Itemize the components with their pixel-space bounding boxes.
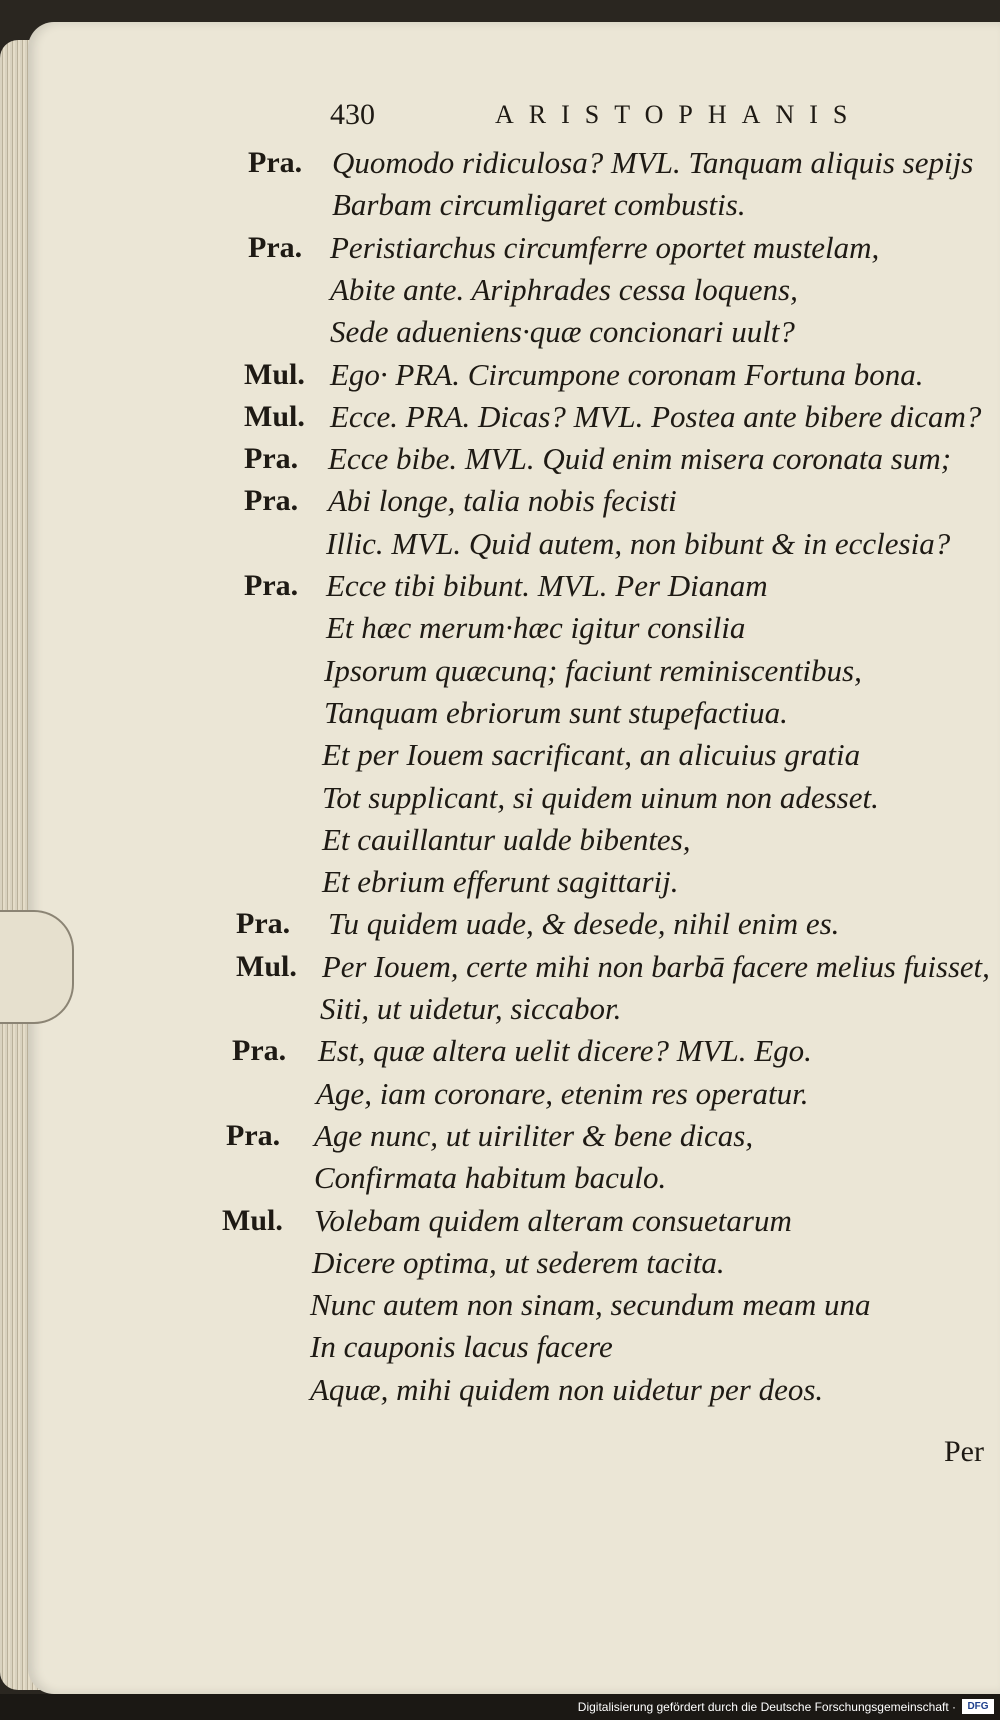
verse-text: Siti, ut uidetur, siccabor.: [320, 991, 622, 1026]
verse-text: Ego· PRA. Circumpone coronam Fortuna bona.: [330, 356, 924, 392]
speaker-label: Pra.: [232, 1034, 287, 1068]
speaker-label: Pra.: [244, 484, 299, 518]
verse-text: Sede aduenіens·quæ concionari uult?: [330, 314, 795, 350]
verse-line: [0, 817, 1000, 863]
dfg-logo: DFG: [962, 1699, 994, 1714]
speaker-label: Mul.: [244, 399, 305, 433]
verse-text: Est, quæ altera uelit dicere? MVL. Ego.: [318, 1033, 812, 1069]
verse-line: [0, 1113, 1000, 1159]
verse-line: [0, 901, 1000, 947]
verse-text: Ipsorum quæcunq; faciunt reminiscentibus,: [324, 652, 862, 688]
verse-text: Peristiarchus circumferre oportet mustelam,: [330, 229, 880, 265]
verse-text: Et hæc merum·hæc igitur consilia: [326, 610, 746, 646]
verse-text: Et ebrium efferunt sagittarij.: [322, 864, 679, 900]
verse-text: Illic. MVL. Quid autem, non bibunt & in ecclesia?: [326, 525, 951, 561]
verse-text: In cauponis lacus facere: [310, 1329, 613, 1365]
speaker-label: Pra.: [244, 442, 299, 476]
verse-line: [0, 1071, 1000, 1117]
speaker-label: Pra.: [226, 1118, 281, 1152]
verse-line: [0, 986, 1000, 1032]
verse-line: [0, 394, 1000, 440]
verse-line: [0, 859, 1000, 905]
verse-line: [0, 1028, 1000, 1074]
verse-text: Volebam quidem alteram consuetarum: [314, 1202, 792, 1238]
speaker-label: Pra.: [236, 907, 291, 941]
speaker-label: Mul.: [236, 949, 297, 983]
speaker-label: Pra.: [248, 230, 303, 264]
verse-text: Tot supplicant, si quidem uinum non adesset.: [322, 779, 879, 815]
verse-line: [0, 267, 1000, 313]
speaker-label: Pra.: [248, 146, 303, 179]
verse-line: [0, 1198, 1000, 1244]
verse-line: [0, 1155, 1000, 1201]
verse-text: Abite ante. Ariphrades cessa loquens,: [330, 271, 798, 307]
verse-line: [0, 140, 1000, 186]
verse-line: [0, 605, 1000, 651]
verse-text: Dicere optima, ut sederem tacita.: [312, 1244, 725, 1280]
catchword: Per: [944, 1435, 984, 1468]
verse-line: [0, 775, 1000, 821]
verse-line: [0, 182, 1000, 228]
verse-line: [0, 648, 1000, 694]
speaker-label: Pra.: [244, 569, 299, 602]
verse-line: [0, 436, 1000, 482]
verse-line: [0, 1324, 1000, 1370]
book-title: ARISTOPHANIS: [495, 100, 863, 129]
verse-line: [0, 225, 1000, 271]
verse-text: Et per Iouem sacrificant, an alicuius gratia: [322, 737, 861, 773]
verse-text: Barbam circumligaret combustis.: [332, 187, 746, 223]
verse-line: [0, 478, 1000, 524]
verse-line: [0, 1282, 1000, 1328]
speaker-label: Mul.: [244, 357, 305, 391]
verse-text: Ecce tibi bibunt. MVL. Per Dianam: [326, 568, 768, 603]
footer-credit: Digitalisierung gefördert durch die Deutsche Forschungsgemeinschaft ·: [577, 1700, 956, 1714]
verse-line: [0, 563, 1000, 609]
footer-bar: [0, 1694, 1000, 1720]
verse-text: Confirmata habitum baculo.: [314, 1160, 667, 1196]
verse-text: Tu quidem uade, & desede, nihil enim es.: [328, 906, 840, 942]
verse-text: Abi longe, talia nobis fecisti: [328, 483, 677, 519]
verse-text: Tanquam ebriorum sunt stupefactiua.: [324, 694, 788, 730]
verse-line: [0, 521, 1000, 567]
verse-text: Nunc autem non sinam, secundum meam una: [310, 1287, 871, 1323]
verse-text: Aquæ, mihi quidem non uidetur per deos.: [310, 1371, 824, 1407]
verse-line: [0, 309, 1000, 355]
verse-text: Per Iouem, certe mihi non barbā facere melius fuisset,: [322, 948, 990, 984]
verse-text: Age, iam coronare, etenim res operatur.: [316, 1075, 809, 1111]
verse-text: Ecce bibe. MVL. Quid enim misera coronata sum;: [328, 441, 952, 477]
verse-line: [0, 690, 1000, 736]
verse-text: Et cauillantur ualde bibentes,: [322, 821, 691, 857]
speaker-label: Mul.: [222, 1203, 283, 1237]
verse-line: [0, 732, 1000, 778]
verse-line: [0, 1367, 1000, 1413]
verse-text: Age nunc, ut uiriliter & bene dicas,: [314, 1117, 754, 1153]
verse-line: [0, 1240, 1000, 1286]
verse-text: Quomodo ridiculosa? MVL. Tanquam aliquis sepijs: [332, 145, 974, 180]
verse-text: Ecce. PRA. Dicas? MVL. Postea ante bibere dicam?: [330, 398, 982, 434]
verse-line: [0, 352, 1000, 398]
verse-line: [0, 944, 1000, 990]
page-number: 430: [330, 98, 375, 131]
